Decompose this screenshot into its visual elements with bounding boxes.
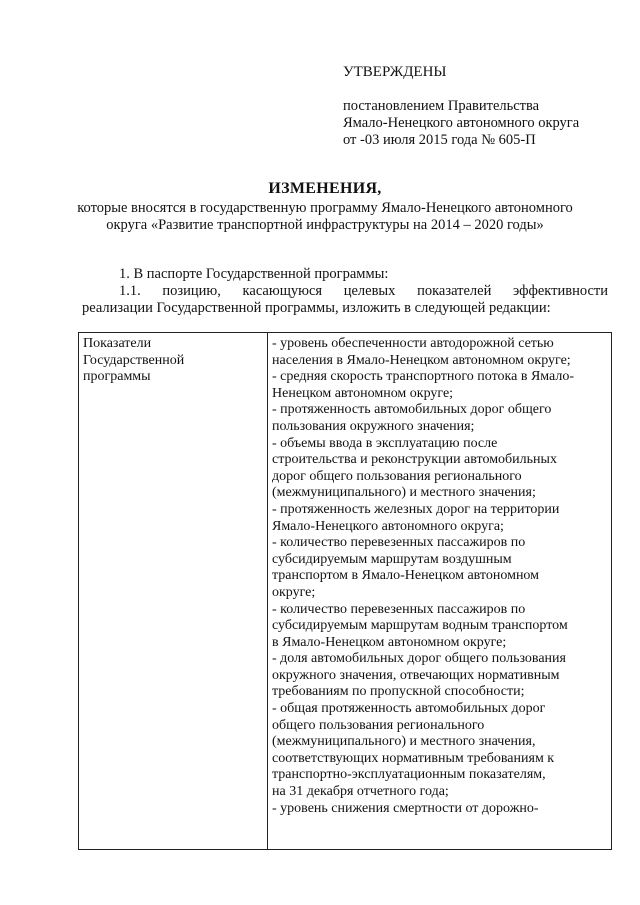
indicator-line: на 31 декабря отчетного года;: [272, 784, 449, 800]
indicator-line: - количество перевезенных пассажиров по: [272, 535, 526, 551]
indicator-line: Ненецком автономном округе;: [272, 385, 454, 401]
indicator-line: Ямало-Ненецкого автономного округа;: [272, 518, 504, 534]
document-title-block: [70, 180, 580, 234]
paragraph-item-1-1-continuation: реализации Государственной программы, изложить в следующей редакции:: [82, 300, 551, 316]
label-line: Показатели: [83, 336, 152, 351]
indicator-line: - объемы ввода в эксплуатацию после: [272, 435, 498, 451]
approval-line: от -03 июля 2015 года № 605-П: [343, 132, 536, 148]
indicator-line: - общая протяженность автомобильных дорог: [272, 701, 546, 717]
approval-heading: УТВЕРЖДЕНЫ: [343, 64, 447, 80]
indicator-line: населения в Ямало-Ненецком автономном округе;: [272, 352, 571, 368]
indicator-line: - уровень обеспеченности автодорожной сетью: [272, 336, 554, 351]
indicator-line: требованиям по пропускной способности;: [272, 684, 525, 700]
table-label-cell: [79, 333, 268, 850]
indicator-line: субсидируемым маршрутам воздушным: [272, 551, 512, 567]
indicator-line: транспортно-эксплуатационным показателям,: [272, 767, 546, 783]
indicator-line: соответствующих нормативным требованиям к: [272, 750, 555, 766]
document-subtitle-line: которые вносятся в государственную программу Ямало-Ненецкого автономного: [77, 200, 573, 216]
indicator-line: - средняя скорость транспортного потока в Ямало-: [272, 369, 575, 385]
intro-text: [82, 266, 608, 317]
program-passport-table: [78, 332, 612, 850]
indicator-line: общего пользования регионального: [272, 717, 485, 733]
indicator-line: дорог общего пользования регионального: [272, 468, 522, 484]
document-subtitle-line: округа «Развитие транспортной инфраструктуры на 2014 – 2020 годы»: [106, 217, 544, 233]
table-row: [79, 333, 612, 850]
indicator-line: (межмуниципального) и местного значения;: [272, 485, 536, 501]
paragraph-item-1-1: 1.1. позицию, касающуюся целевых показателей эффективности: [119, 283, 608, 299]
indicator-line: - доля автомобильных дорог общего пользования: [272, 651, 566, 667]
indicator-line: пользования окружного значения;: [272, 418, 475, 434]
table-content-cell: [268, 333, 612, 850]
indicator-line: - количество перевезенных пассажиров по: [272, 601, 526, 617]
indicator-line: округе;: [272, 584, 316, 600]
indicator-line: в Ямало-Ненецком автономном округе;: [272, 634, 507, 650]
indicator-line: - уровень снижения смертности от дорожно-: [272, 800, 539, 816]
document-title: ИЗМЕНЕНИЯ,: [268, 180, 382, 197]
indicator-line: - протяженность автомобильных дорог общего: [272, 402, 552, 418]
paragraph-item-1: 1. В паспорте Государственной программы:: [119, 266, 389, 282]
indicator-line: транспортом в Ямало-Ненецком автономном: [272, 568, 540, 584]
indicator-line: субсидируемым маршрутам водным транспортом: [272, 618, 568, 634]
indicator-line: - протяженность железных дорог на территории: [272, 501, 560, 517]
approval-line: Ямало-Ненецкого автономного округа: [343, 115, 580, 131]
label-line: программы: [83, 369, 151, 385]
indicator-line: строительства и реконструкции автомобильных: [272, 452, 557, 468]
approval-block: [343, 64, 633, 149]
indicator-line: (межмуниципального) и местного значения,: [272, 734, 536, 750]
indicator-line: окружного значения, отвечающих нормативным: [272, 667, 560, 683]
approval-line: постановлением Правительства: [343, 98, 540, 114]
label-line: Государственной: [83, 352, 185, 368]
